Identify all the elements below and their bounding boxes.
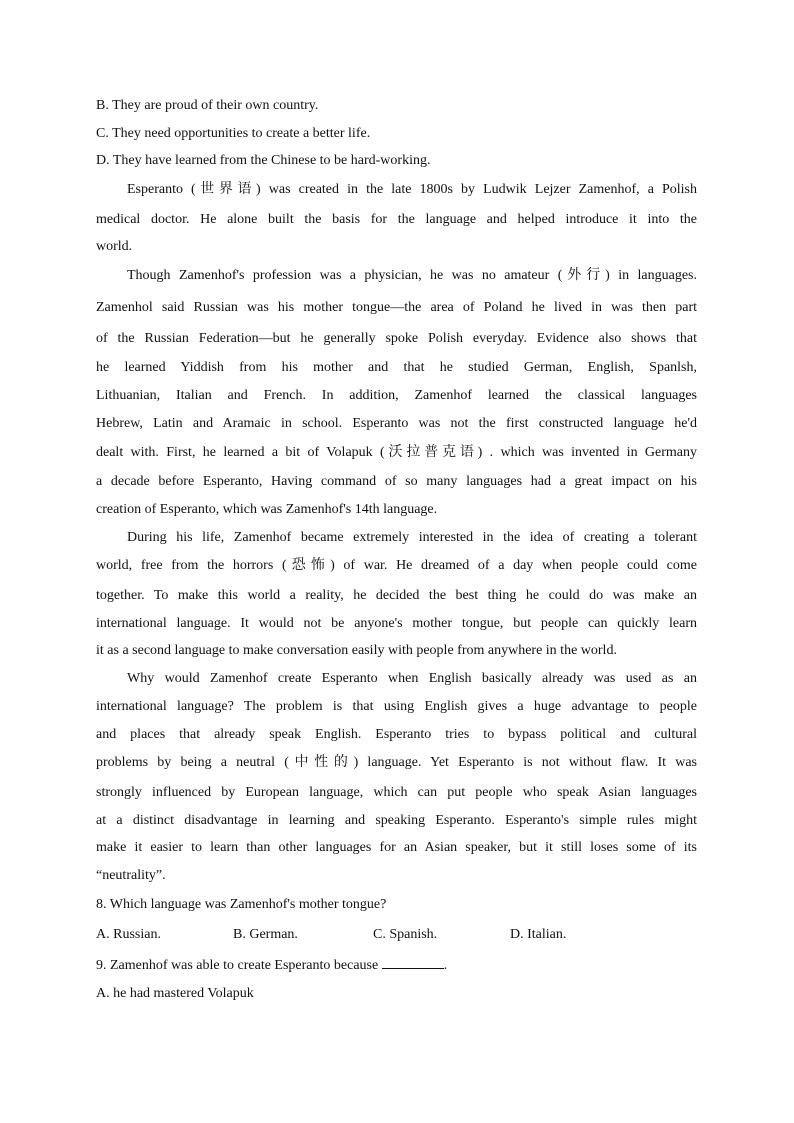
q9-option-a: A. he had mastered Volapuk [96,986,254,1001]
paragraph-line: he learned Yiddish from his mother and that he studied German, English, Spanlsh, [96,360,697,375]
paragraph-line: “neutrality”. [96,868,166,883]
answer-blank [382,954,444,969]
paragraph-line: Esperanto (世界语) was created in the late 1800s by Ludwik Lejzer Zamenhof, a Polish [127,182,697,197]
paragraph-line: dealt with. First, he learned a bit of Volapuk (沃拉普克语) . which was invented in Germany [96,445,697,460]
paragraph-line: problems by being a neutral (中性的) language. Yet Esperanto is not without flaw. It was [96,755,697,770]
paragraph-line: creation of Esperanto, which was Zamenhof's 14th language. [96,502,438,517]
paragraph-line: strongly influenced by European language, which can put people who speak Asian languages [96,785,697,800]
paragraph-line: and places that already speak English. Esperanto tries to bypass political and cultural [96,727,697,742]
paragraph-line: Lithuanian, Italian and French. In addition, Zamenhof learned the classical languages [96,388,697,403]
q8-option-a: A. Russian. [96,927,161,942]
paragraph-line: international language? The problem is that using English gives a huge advantage to people [96,699,697,714]
prev-option-d: D. They have learned from the Chinese to be hard-working. [96,153,431,168]
paragraph-line: international language. It would not be anyone's mother tongue, but people can quickly learn [96,616,697,631]
question-9 [96,954,447,975]
paragraph-line: medical doctor. He alone built the basis for the language and helped introduce it into the [96,212,697,227]
question-9-text: 9. Zamenhof was able to create Esperanto because [96,958,379,973]
paragraph-line: During his life, Zamenhof became extremely interested in the idea of creating a tolerant [127,530,697,545]
paragraph-line: it as a second language to make conversation easily with people from anywhere in the world. [96,643,617,658]
q8-option-d: D. Italian. [510,927,567,942]
prev-option-b: B. They are proud of their own country. [96,98,319,113]
paragraph-line: at a distinct disadvantage in learning and speaking Esperanto. Esperanto's simple rules might [96,813,697,828]
paragraph-line: together. To make this world a reality, he decided the best thing he could do was make an [96,588,697,603]
paragraph-line: make it easier to learn than other languages for an Asian speaker, but it still loses some of its [96,840,697,855]
q8-option-b: B. German. [233,927,298,942]
paragraph-line: of the Russian Federation—but he generally spoke Polish everyday. Evidence also shows that [96,331,697,346]
paragraph-line: Why would Zamenhof create Esperanto when English basically already was used as an [127,671,697,686]
paragraph-line: Zamenhol said Russian was his mother tongue—the area of Poland he lived in was then part [96,300,697,315]
paragraph-line: Though Zamenhof's profession was a physician, he was no amateur (外行) in languages. [127,268,697,283]
question-8-options [96,926,616,944]
question-8: 8. Which language was Zamenhof's mother tongue? [96,897,387,912]
q8-option-c: C. Spanish. [373,927,438,942]
question-9-end: . [443,958,448,973]
paragraph-line: a decade before Esperanto, Having command of so many languages had a great impact on his [96,474,697,489]
prev-option-c: C. They need opportunities to create a better life. [96,126,371,141]
paragraph-line: Hebrew, Latin and Aramaic in school. Esperanto was not the first constructed language he'd [96,416,697,431]
paragraph-line: world, free from the horrors (恐怖) of war. He dreamed of a day when people could come [96,558,697,573]
paragraph-line: world. [96,239,133,254]
